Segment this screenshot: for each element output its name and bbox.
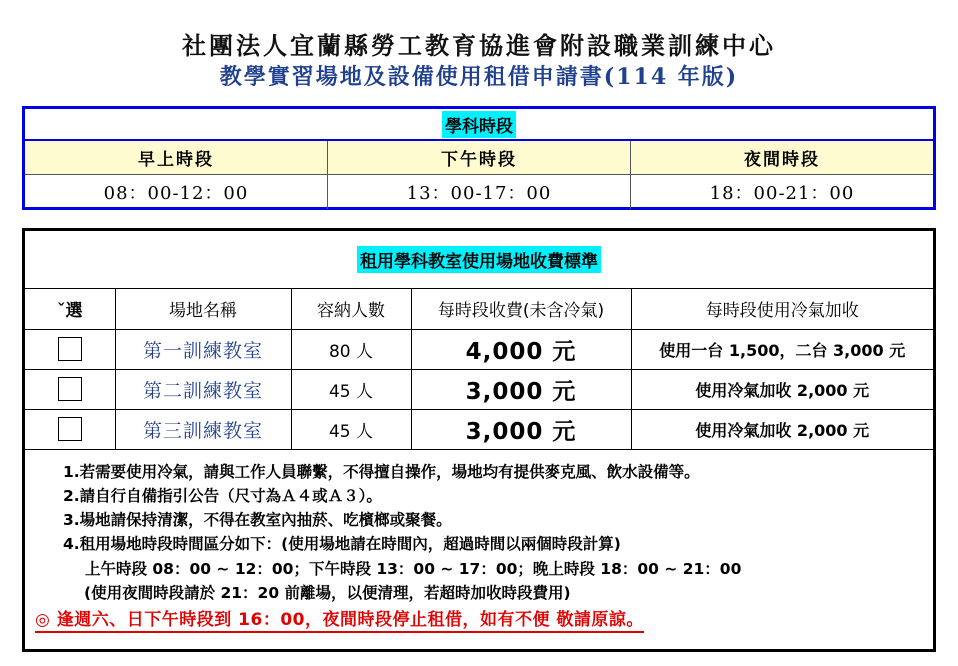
note-item: 上午時段 08：00 ~ 12：00；下午時段 13：00 ~ 17：00；晚上時段 18：00 ~ 21：00: [85, 559, 742, 578]
period-evening: 夜間時段: [744, 150, 820, 170]
fee-table-header: [25, 289, 933, 329]
schedule-heading-row: [25, 109, 933, 141]
note-item: 4.租用場地時段時間區分如下：(使用場地請在時間內，超過時間以兩個時段計算): [63, 535, 621, 554]
table-row: [25, 329, 933, 369]
room-name: 第二訓練教室: [115, 369, 291, 409]
room-capacity: 80 人: [291, 329, 411, 369]
room-ac-fee: 使用一台 1,500，二台 3,000 元: [631, 329, 933, 369]
room-name: 第三訓練教室: [115, 409, 291, 449]
col-room: 場地名稱: [115, 289, 291, 329]
time-evening: 18：00-21：00: [709, 183, 855, 204]
period-morning: 早上時段: [25, 141, 328, 174]
col-price: 每時段收費(未含冷氣): [411, 289, 631, 329]
notes-list: [25, 450, 933, 606]
room-ac-fee: 使用冷氣加收 2,000 元: [631, 409, 933, 449]
room-capacity: 45 人: [291, 409, 411, 449]
document-title: 教學實習場地及設備使用租借申請書(114 年版): [219, 64, 739, 90]
room-ac-fee: 使用冷氣加收 2,000 元: [631, 369, 933, 409]
period-times-row: [25, 175, 933, 209]
room-capacity: 45 人: [291, 369, 411, 409]
fee-heading-row: [25, 231, 933, 289]
room-price: 4,000 元: [411, 329, 631, 369]
time-afternoon: 13：00-17：00: [328, 175, 631, 209]
period-names-row: [25, 141, 933, 175]
period-afternoon: 下午時段: [328, 141, 631, 174]
col-capacity: 容納人數: [291, 289, 411, 329]
room-price: 3,000 元: [411, 409, 631, 449]
fee-heading: 租用學科教室使用場地收費標準: [357, 246, 601, 273]
room-price: 3,000 元: [411, 369, 631, 409]
note-item: 3.場地請保持清潔，不得在教室內抽菸、吃檳榔或聚餐。: [63, 511, 452, 530]
note-item: (使用夜間時段請於 21：20 前離場，以便清理，若超時加收時段費用): [84, 583, 571, 602]
room-checkbox[interactable]: [58, 377, 82, 401]
room-checkbox[interactable]: [58, 337, 82, 361]
table-row: [25, 369, 933, 409]
schedule-box: [22, 106, 936, 210]
fee-table: [25, 289, 933, 450]
room-name: 第一訓練教室: [115, 329, 291, 369]
col-select: ˇ選: [25, 289, 115, 329]
time-morning: 08：00-12：00: [25, 175, 328, 209]
org-title: 社團法人宜蘭縣勞工教育協進會附設職業訓練中心: [182, 31, 776, 60]
room-checkbox[interactable]: [58, 417, 82, 441]
fee-box: [22, 228, 936, 652]
note-item: 2.請自行自備指引公告（尺寸為Ａ４或Ａ３）。: [63, 486, 382, 505]
weekend-warning: ◎ 逢週六、日下午時段到 16：00，夜間時段停止租借，如有不便 敬請原諒。: [35, 605, 644, 633]
col-ac: 每時段使用冷氣加收: [631, 289, 933, 329]
note-item: 1.若需要使用冷氣，請與工作人員聯繫，不得擅自操作，場地均有提供麥克風、飲水設備等。: [63, 462, 700, 481]
table-row: [25, 409, 933, 449]
schedule-heading: 學科時段: [442, 111, 516, 138]
